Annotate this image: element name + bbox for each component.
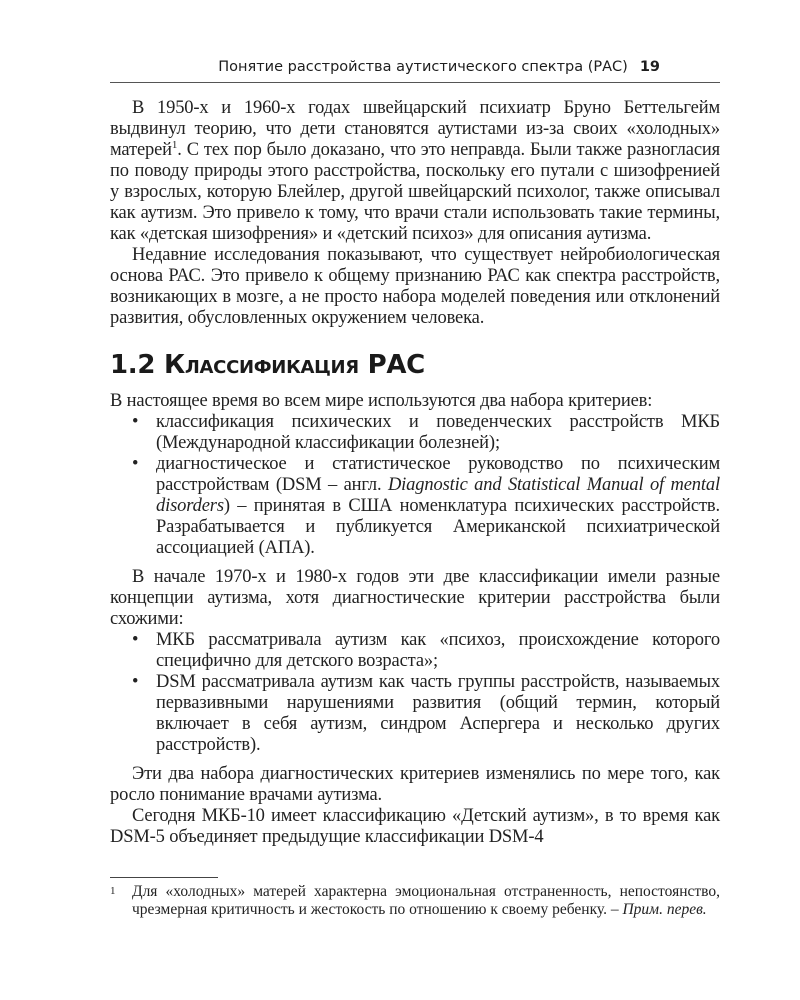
- bullet-icon: •: [132, 412, 139, 432]
- paragraph-1-continuation: . С тех пор было доказано, что это неправда. Были также разногласия по поводу природы этого расстройства, поскольку его путали с шизофренией у взрослых, которую Блейлер, другой швейцарский психолог, также описывал как аутизм. Это привело к тому, что врачи стали использовать такие термины, как «детская шизофрения» и «детский психоз» для описания аутизма.: [110, 140, 720, 244]
- list-item-text: DSM рассматривала аутизм как часть группы расстройств, называемых первазивными нарушениями развития (общий термин, который включает в себя аутизм, синдром Аспергера и несколько других расстройств).: [156, 672, 720, 755]
- list-item-italic: Diagnostic and Statistical Manual of mental disorders: [156, 475, 720, 516]
- footnote-body: Для «холодных» матерей характерна эмоциональная отстраненность, непостоянство, чрезмерная критичность и жестокость по отношению к своему ребенку. –: [132, 883, 720, 918]
- section-number: 1.2: [110, 350, 156, 380]
- paragraph-1: [110, 98, 720, 245]
- list-item: [110, 412, 720, 454]
- header-rule: [110, 82, 720, 83]
- spacer: [110, 756, 720, 764]
- paragraph-5: Сегодня МКБ-10 имеет классификацию «Детский аутизм», в то время как DSM-5 объединяет предыдущие классификации DSM-4: [110, 806, 720, 847]
- section-heading: [110, 349, 720, 381]
- bullet-icon: •: [132, 454, 139, 474]
- footnote-note: Прим. перев.: [622, 901, 707, 918]
- footnote-reference[interactable]: 1: [171, 138, 178, 151]
- bullet-icon: •: [132, 630, 139, 650]
- footnote-number: 1: [110, 885, 116, 897]
- concepts-list: [110, 630, 720, 756]
- paragraph-4: Эти два набора диагностических критериев изменялись по мере того, как росло понимание врачами аутизма.: [110, 764, 720, 805]
- paragraph-2: Недавние исследования показывают, что существует нейробиологическая основа РАС. Это привело к общему признанию РАС как спектра расстройств, возникающих в мозге, а не просто набора моделей поведения или отклонений развития, обусловленных окружением человека.: [110, 245, 720, 328]
- footnote: [110, 883, 720, 919]
- footnote-rule: [110, 877, 218, 878]
- list-item: [110, 454, 720, 559]
- section-intro: В настоящее время во всем мире используются два набора критериев:: [110, 391, 653, 411]
- list-item-text: МКБ рассматривала аутизм как «психоз, происхождение которого специфично для детского возраста»;: [156, 630, 720, 671]
- paragraph-1-text: В 1950-х и 1960-х годах швейцарский психиатр Бруно Беттельгейм выдвинул теорию, что дети становятся аутистами из-за своих «холодных» матерей: [110, 98, 720, 160]
- paragraph-3: В начале 1970-х и 1980-х годов эти две классификации имели разные концепции аутизма, хотя диагностические критерии расстройства были схожими:: [110, 567, 720, 629]
- spacer: [110, 559, 720, 567]
- running-header-title: Понятие расстройства аутистического спектра (РАС): [218, 59, 628, 75]
- running-header: [110, 58, 660, 76]
- list-item-text-end: ) – принятая в США номенклатура психических расстройств. Разрабатывается и публикуется Американской психиатрической ассоциацией (АПА).: [156, 496, 720, 558]
- list-item: [110, 672, 720, 756]
- page-number: 19: [639, 59, 660, 75]
- footnote-text: [132, 883, 720, 919]
- list-item-text: диагностическое и статистическое руководство по психическим расстройствам (DSM – англ.: [156, 454, 720, 495]
- bullet-icon: •: [132, 672, 139, 692]
- criteria-list: [110, 412, 720, 559]
- list-item-text: классификация психических и поведенческих расстройств МКБ (Международной классификации болезней);: [156, 412, 720, 453]
- section-title: Классификация РАС: [163, 350, 425, 380]
- list-item: [110, 630, 720, 672]
- main-text: [110, 98, 720, 848]
